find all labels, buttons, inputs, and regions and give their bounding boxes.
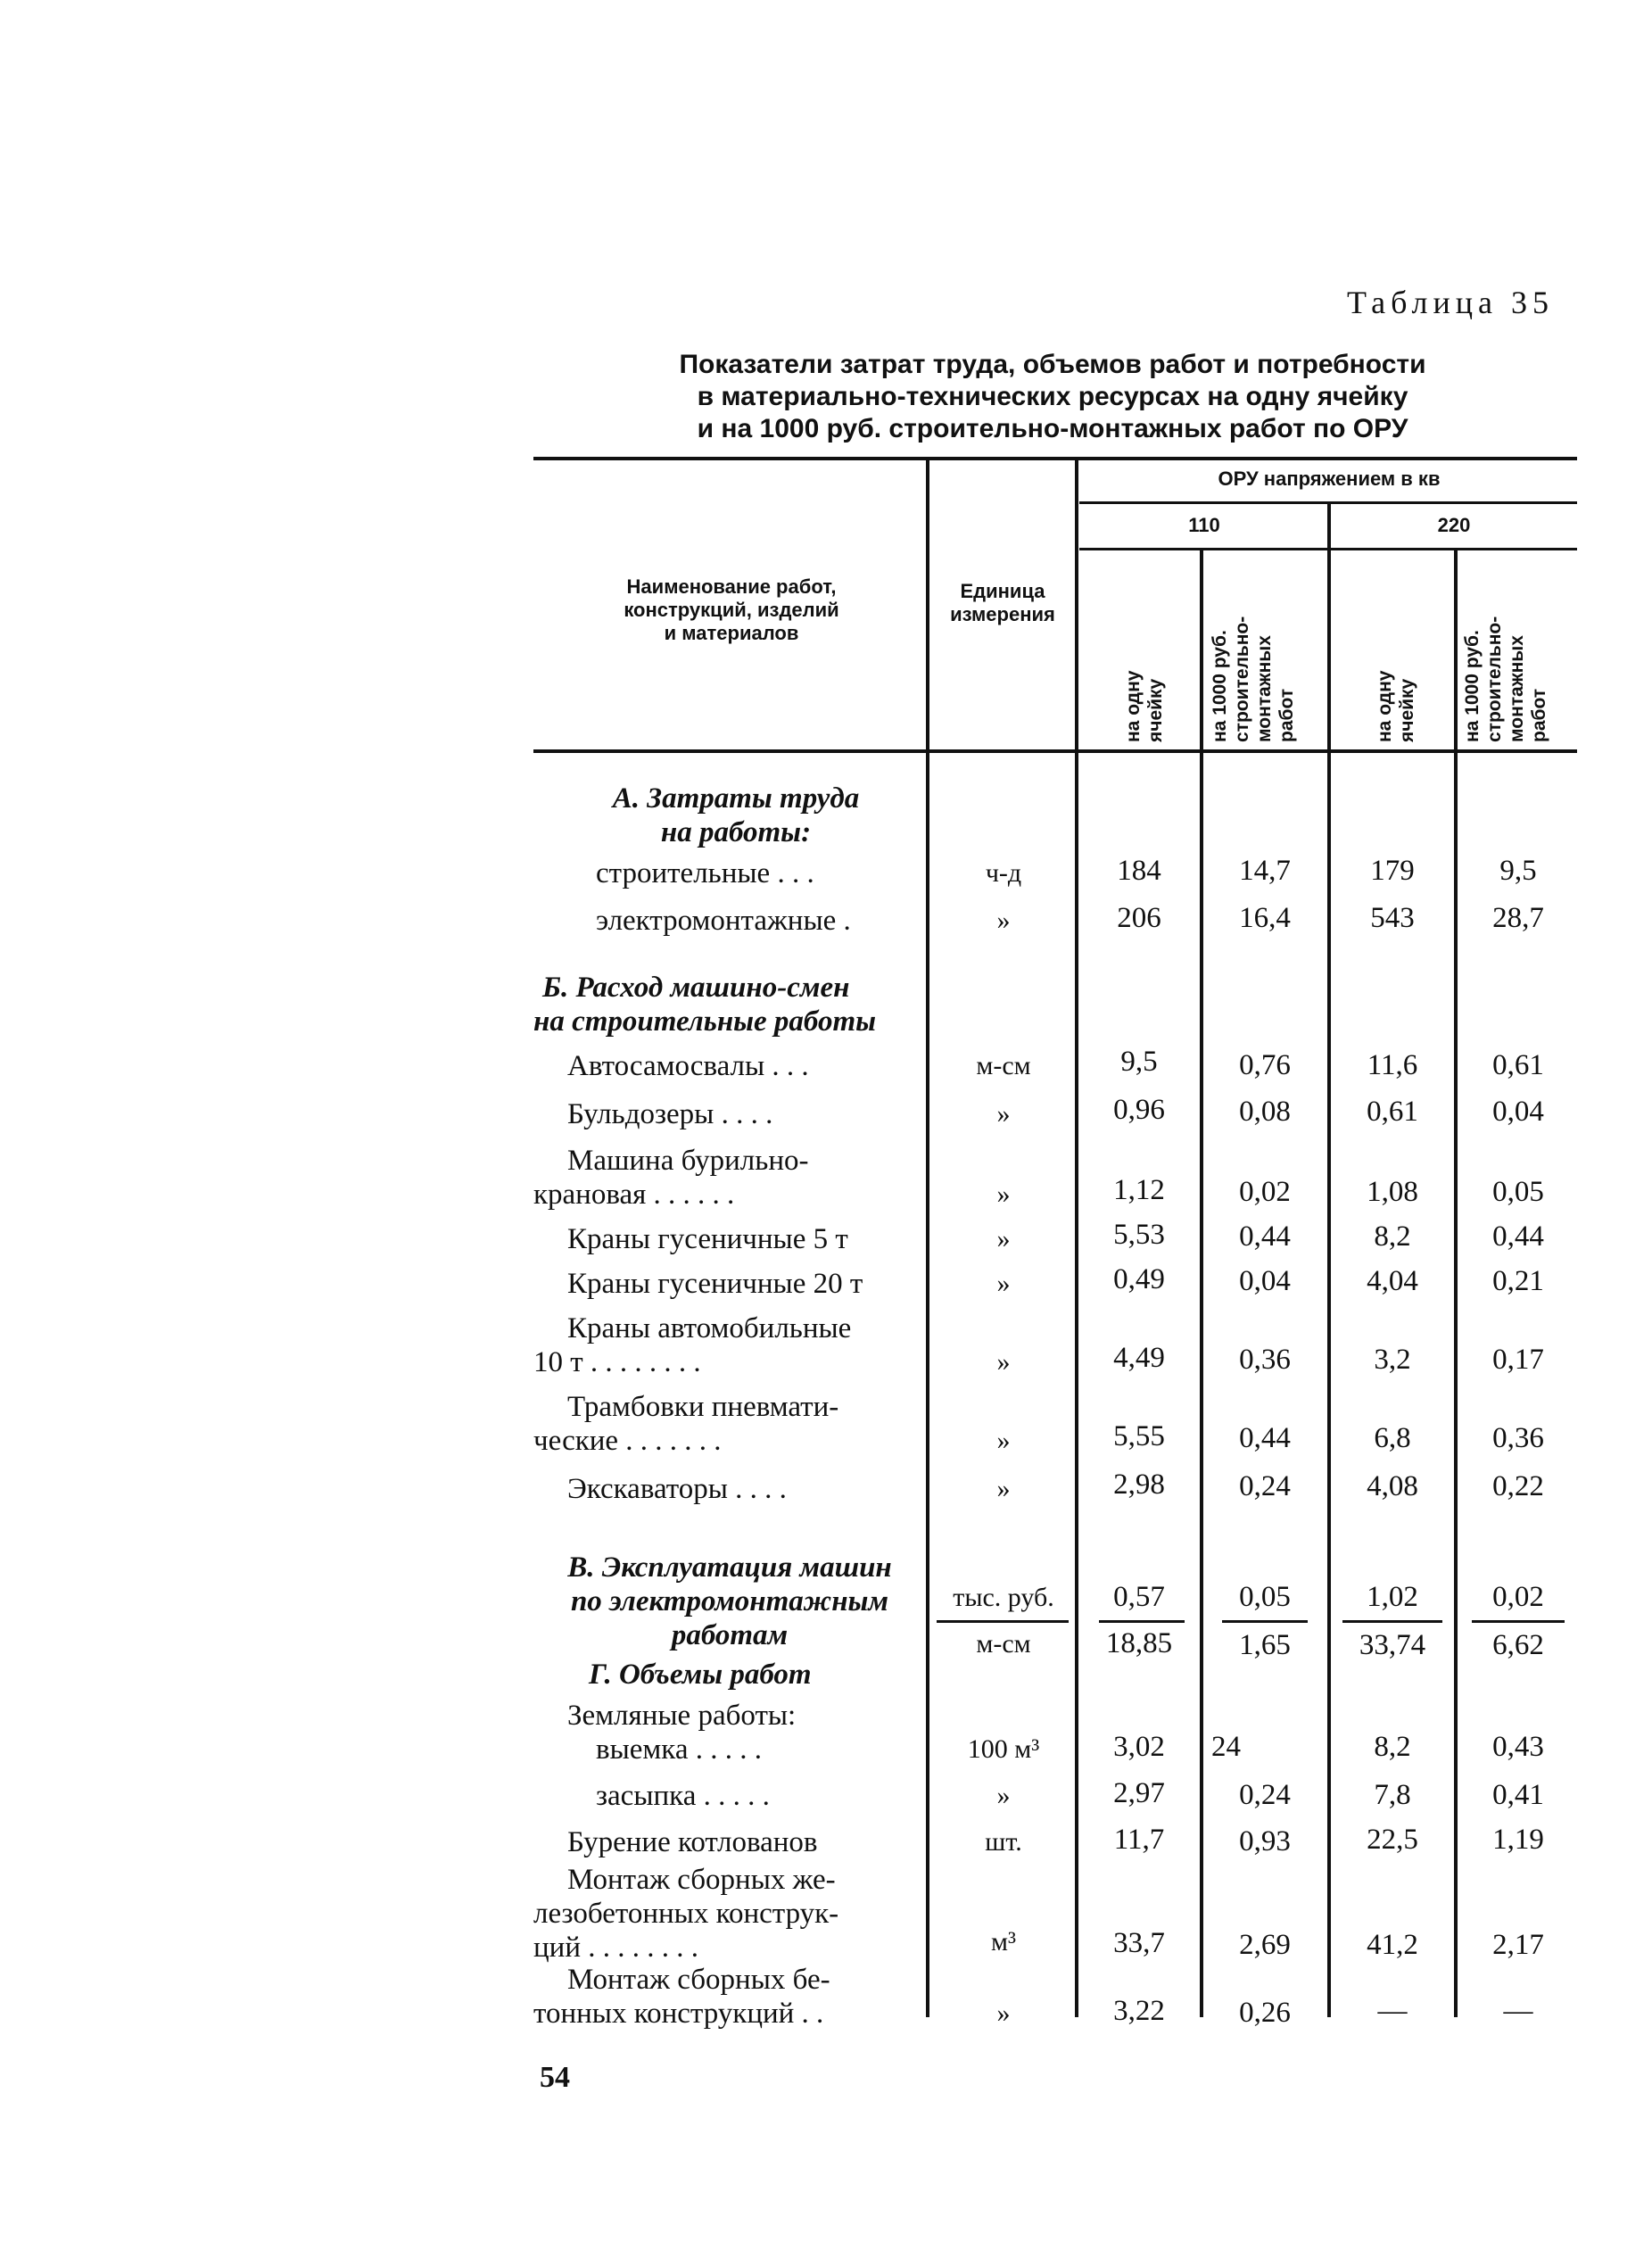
row-name-line-3: ций . . . . . . . . [533,1932,698,1964]
section-line: по электромонтажным [570,1585,889,1617]
row-name-line-2: крановая . . . . . . [533,1179,735,1211]
row-unit: » [996,1474,1011,1503]
section-line: Б. Расход машино-смен [542,972,850,1004]
row-value-220-cell-top: 1,02 [1367,1581,1418,1613]
row-value-220-cell: 8,2 [1374,1220,1411,1253]
row-value-110-cell-bottom: 18,85 [1105,1627,1173,1659]
row-value-110-cell: 206 [1117,902,1161,934]
title-line-3: и на 1000 руб. строительно-монтажных работ по ОРУ [697,414,1408,443]
row-value-110-cell: 33,7 [1113,1927,1165,1959]
row-value-110-1000: 0,04 [1239,1265,1291,1297]
row-unit: шт. [985,1827,1022,1857]
table-label: Таблица 35 [1347,285,1554,320]
row-unit: » [996,1998,1011,2028]
row-name-line-2: выемка . . . . . [596,1733,762,1766]
header-110-per-1000 [1209,616,1298,742]
row-unit: м³ [991,1927,1016,1957]
section-g-heading: Г. Объемы работ [589,1659,812,1691]
row-value-220-cell: 3,2 [1374,1344,1411,1376]
row-unit-top: тыс. руб. [953,1583,1054,1612]
header-220-per-1000 [1461,616,1550,742]
rot-line: строительно- [1232,616,1252,742]
row-value-220-cell: — [1377,1995,1408,2027]
row-value-110-1000: 2,69 [1239,1929,1291,1961]
row-value-110-1000: 0,36 [1239,1344,1291,1376]
row-value-220-cell: 179 [1370,855,1415,887]
row-value-220-1000: 9,5 [1499,855,1537,887]
row-value-110-1000-bottom: 1,65 [1239,1629,1291,1661]
fraction-rule [1222,1620,1308,1623]
rot-line: работ [1529,688,1549,742]
row-value-220-1000: 0,22 [1492,1470,1544,1502]
row-name-line-2: тонных конструкций . . [533,1998,824,2030]
row-value-110-1000: 0,02 [1239,1176,1291,1208]
row-name: Экскаваторы . . . . [567,1473,787,1505]
row-value-220-cell: 4,04 [1367,1265,1418,1297]
row-value-220-1000: 0,61 [1492,1049,1544,1081]
section-line: на строительные работы [533,1005,877,1038]
header-220: 220 [1437,514,1471,536]
rot-line: монтажных [1507,635,1527,742]
row-unit-bottom: м-см [976,1629,1031,1659]
row-value-110-cell: 0,96 [1113,1094,1165,1126]
row-value-220-1000: — [1503,1995,1533,2027]
row-value-220-cell: 8,2 [1374,1731,1411,1763]
title-line-1: Показатели затрат труда, объемов работ и потребности [679,350,1426,379]
row-value-110-1000: 16,4 [1239,902,1291,934]
row-name: строительные . . . [596,857,814,889]
rot-line: ячейку [1397,678,1417,742]
row-value-110-cell: 3,02 [1113,1731,1165,1763]
row-name-line-1: Машина бурильно- [567,1145,809,1177]
row-value-110-cell: 2,98 [1113,1468,1165,1501]
section-line: В. Эксплуатация машин [567,1551,892,1584]
row-value-220-1000: 0,36 [1492,1422,1544,1454]
row-value-220-cell: 22,5 [1367,1824,1418,1856]
row-name-line-1: Краны автомобильные [567,1312,852,1344]
section-line: А. Затраты труда [612,782,860,815]
row-value-220-cell: 6,8 [1374,1422,1411,1454]
row-name-line-1: Монтаж сборных же- [567,1864,836,1896]
rot-line: на 1000 руб. [1210,630,1230,742]
header-110-per-cell [1122,671,1167,742]
fraction-rule [1342,1620,1442,1623]
rot-line: монтажных [1254,635,1275,742]
col-divider-220 [1327,504,1331,2017]
row-name: Краны гусеничные 20 т [567,1268,863,1300]
row-value-220-1000: 0,05 [1492,1176,1544,1208]
row-value-110-cell: 11,7 [1113,1824,1165,1856]
row-value-110-cell: 184 [1117,855,1161,887]
row-value-220-cell: 1,08 [1367,1176,1418,1208]
row-unit: 100 м³ [967,1734,1040,1764]
fraction-rule [1472,1620,1565,1623]
row-value-110-1000: 24 [1211,1731,1241,1763]
row-value-220-1000: 0,21 [1492,1265,1544,1297]
row-unit: » [996,1179,1011,1209]
row-name-line-2: 10 т . . . . . . . . [533,1346,701,1378]
row-value-110-cell: 5,53 [1113,1219,1165,1251]
row-name: Краны гусеничные 5 т [567,1223,848,1255]
header-220-per-cell [1374,671,1418,742]
header-unit-line: Единица [960,580,1045,602]
row-unit: » [996,1426,1011,1455]
row-value-220-cell: 11,6 [1367,1049,1418,1081]
row-value-220-cell: 0,61 [1367,1096,1418,1128]
row-value-220-1000-bottom: 6,62 [1492,1629,1544,1661]
row-value-220-1000: 1,19 [1492,1824,1544,1856]
row-name: Бурение котлованов [567,1826,818,1858]
row-value-110-cell: 0,49 [1113,1263,1165,1295]
title-line-2: в материально-технических ресурсах на одну ячейку [697,382,1408,411]
row-value-110-cell: 1,12 [1113,1174,1165,1206]
header-name-line: Наименование работ, [626,575,837,598]
row-value-220-1000: 0,04 [1492,1096,1544,1128]
header-voltage-group: ОРУ напряжением в кв [1218,467,1441,490]
row-name: Бульдозеры . . . . [567,1098,773,1130]
row-value-110-1000: 0,44 [1239,1220,1291,1253]
row-value-220-cell: 4,08 [1367,1470,1418,1502]
row-unit: » [996,1269,1011,1298]
row-value-220-1000: 0,44 [1492,1220,1544,1253]
row-value-220-1000: 28,7 [1492,902,1544,934]
row-value-110-cell: 2,97 [1113,1777,1165,1809]
rot-line: работ [1276,688,1297,742]
row-value-110-1000: 0,24 [1239,1470,1291,1502]
row-unit: » [996,906,1011,935]
row-value-110-1000: 0,08 [1239,1096,1291,1128]
col-divider-220-b [1454,550,1458,2017]
row-value-220-1000: 0,17 [1492,1344,1544,1376]
row-value-220-1000: 0,41 [1492,1779,1544,1811]
section-line: работам [671,1619,789,1651]
col-divider-110-b [1200,550,1203,2017]
row-unit: ч-д [985,858,1022,888]
fraction-rule [1099,1620,1185,1623]
row-value-110-1000: 0,76 [1239,1049,1291,1081]
row-name: электромонтажные . [596,905,851,937]
row-value-110-1000: 0,24 [1239,1779,1291,1811]
section-a-heading [553,782,919,849]
row-name-line-2: ческие . . . . . . . [533,1425,722,1457]
row-name: Автосамосвалы . . . [567,1050,809,1082]
header-name-cell [544,575,919,645]
row-value-110-1000-top: 0,05 [1239,1581,1291,1613]
rot-line: ячейку [1145,678,1166,742]
row-name: засыпка . . . . . [596,1780,770,1812]
row-value-110-cell: 9,5 [1120,1046,1158,1078]
row-value-110-cell: 5,55 [1113,1420,1165,1452]
section-v-heading [533,1551,926,1652]
header-name-line: и материалов [664,622,799,644]
rule-top [533,457,1577,460]
row-value-110-1000: 0,93 [1239,1825,1291,1857]
header-unit-cell [932,580,1073,626]
fraction-rule-unit [937,1620,1069,1623]
section-line: на работы: [660,816,812,848]
col-divider-unit [926,460,929,2017]
page-number: 54 [540,2061,570,2094]
col-divider-values [1075,460,1078,2017]
header-110: 110 [1188,514,1220,536]
row-value-220-1000-top: 0,02 [1492,1581,1544,1613]
header-unit-line: измерения [950,603,1055,625]
row-value-220-1000: 0,43 [1492,1731,1544,1763]
row-value-110-1000: 14,7 [1239,855,1291,887]
row-value-110-1000: 0,26 [1239,1997,1291,2029]
rot-line: на одну [1375,670,1395,742]
row-unit: » [996,1224,1011,1253]
row-unit: м-см [976,1051,1031,1080]
row-name-line-1: Трамбовки пневмати- [567,1391,839,1423]
row-name-line-1: Монтаж сборных бе- [567,1964,830,1996]
row-value-220-cell-bottom: 33,74 [1359,1629,1426,1661]
row-value-110-cell-top: 0,57 [1113,1581,1165,1613]
header-name-line: конструкций, изделий [624,599,839,621]
row-value-220-cell: 7,8 [1374,1779,1411,1811]
row-value-110-cell: 4,49 [1113,1342,1165,1374]
row-value-220-cell: 543 [1370,902,1415,934]
row-value-220-1000: 2,17 [1492,1929,1544,1961]
row-unit: » [996,1781,1011,1810]
rot-line: на 1000 руб. [1462,630,1483,742]
row-unit: » [996,1347,1011,1377]
section-b-heading [533,971,926,1038]
row-name-line-2: лезобетонных конструк- [533,1898,839,1930]
rot-line: на одну [1123,670,1144,742]
row-name-line-1: Земляные работы: [567,1700,797,1732]
row-value-110-cell: 3,22 [1113,1995,1165,2027]
rot-line: строительно- [1484,616,1505,742]
row-unit: » [996,1099,1011,1129]
rule-header-bottom [533,749,1577,753]
row-value-110-1000: 0,44 [1239,1422,1291,1454]
row-value-220-cell: 41,2 [1367,1929,1418,1961]
